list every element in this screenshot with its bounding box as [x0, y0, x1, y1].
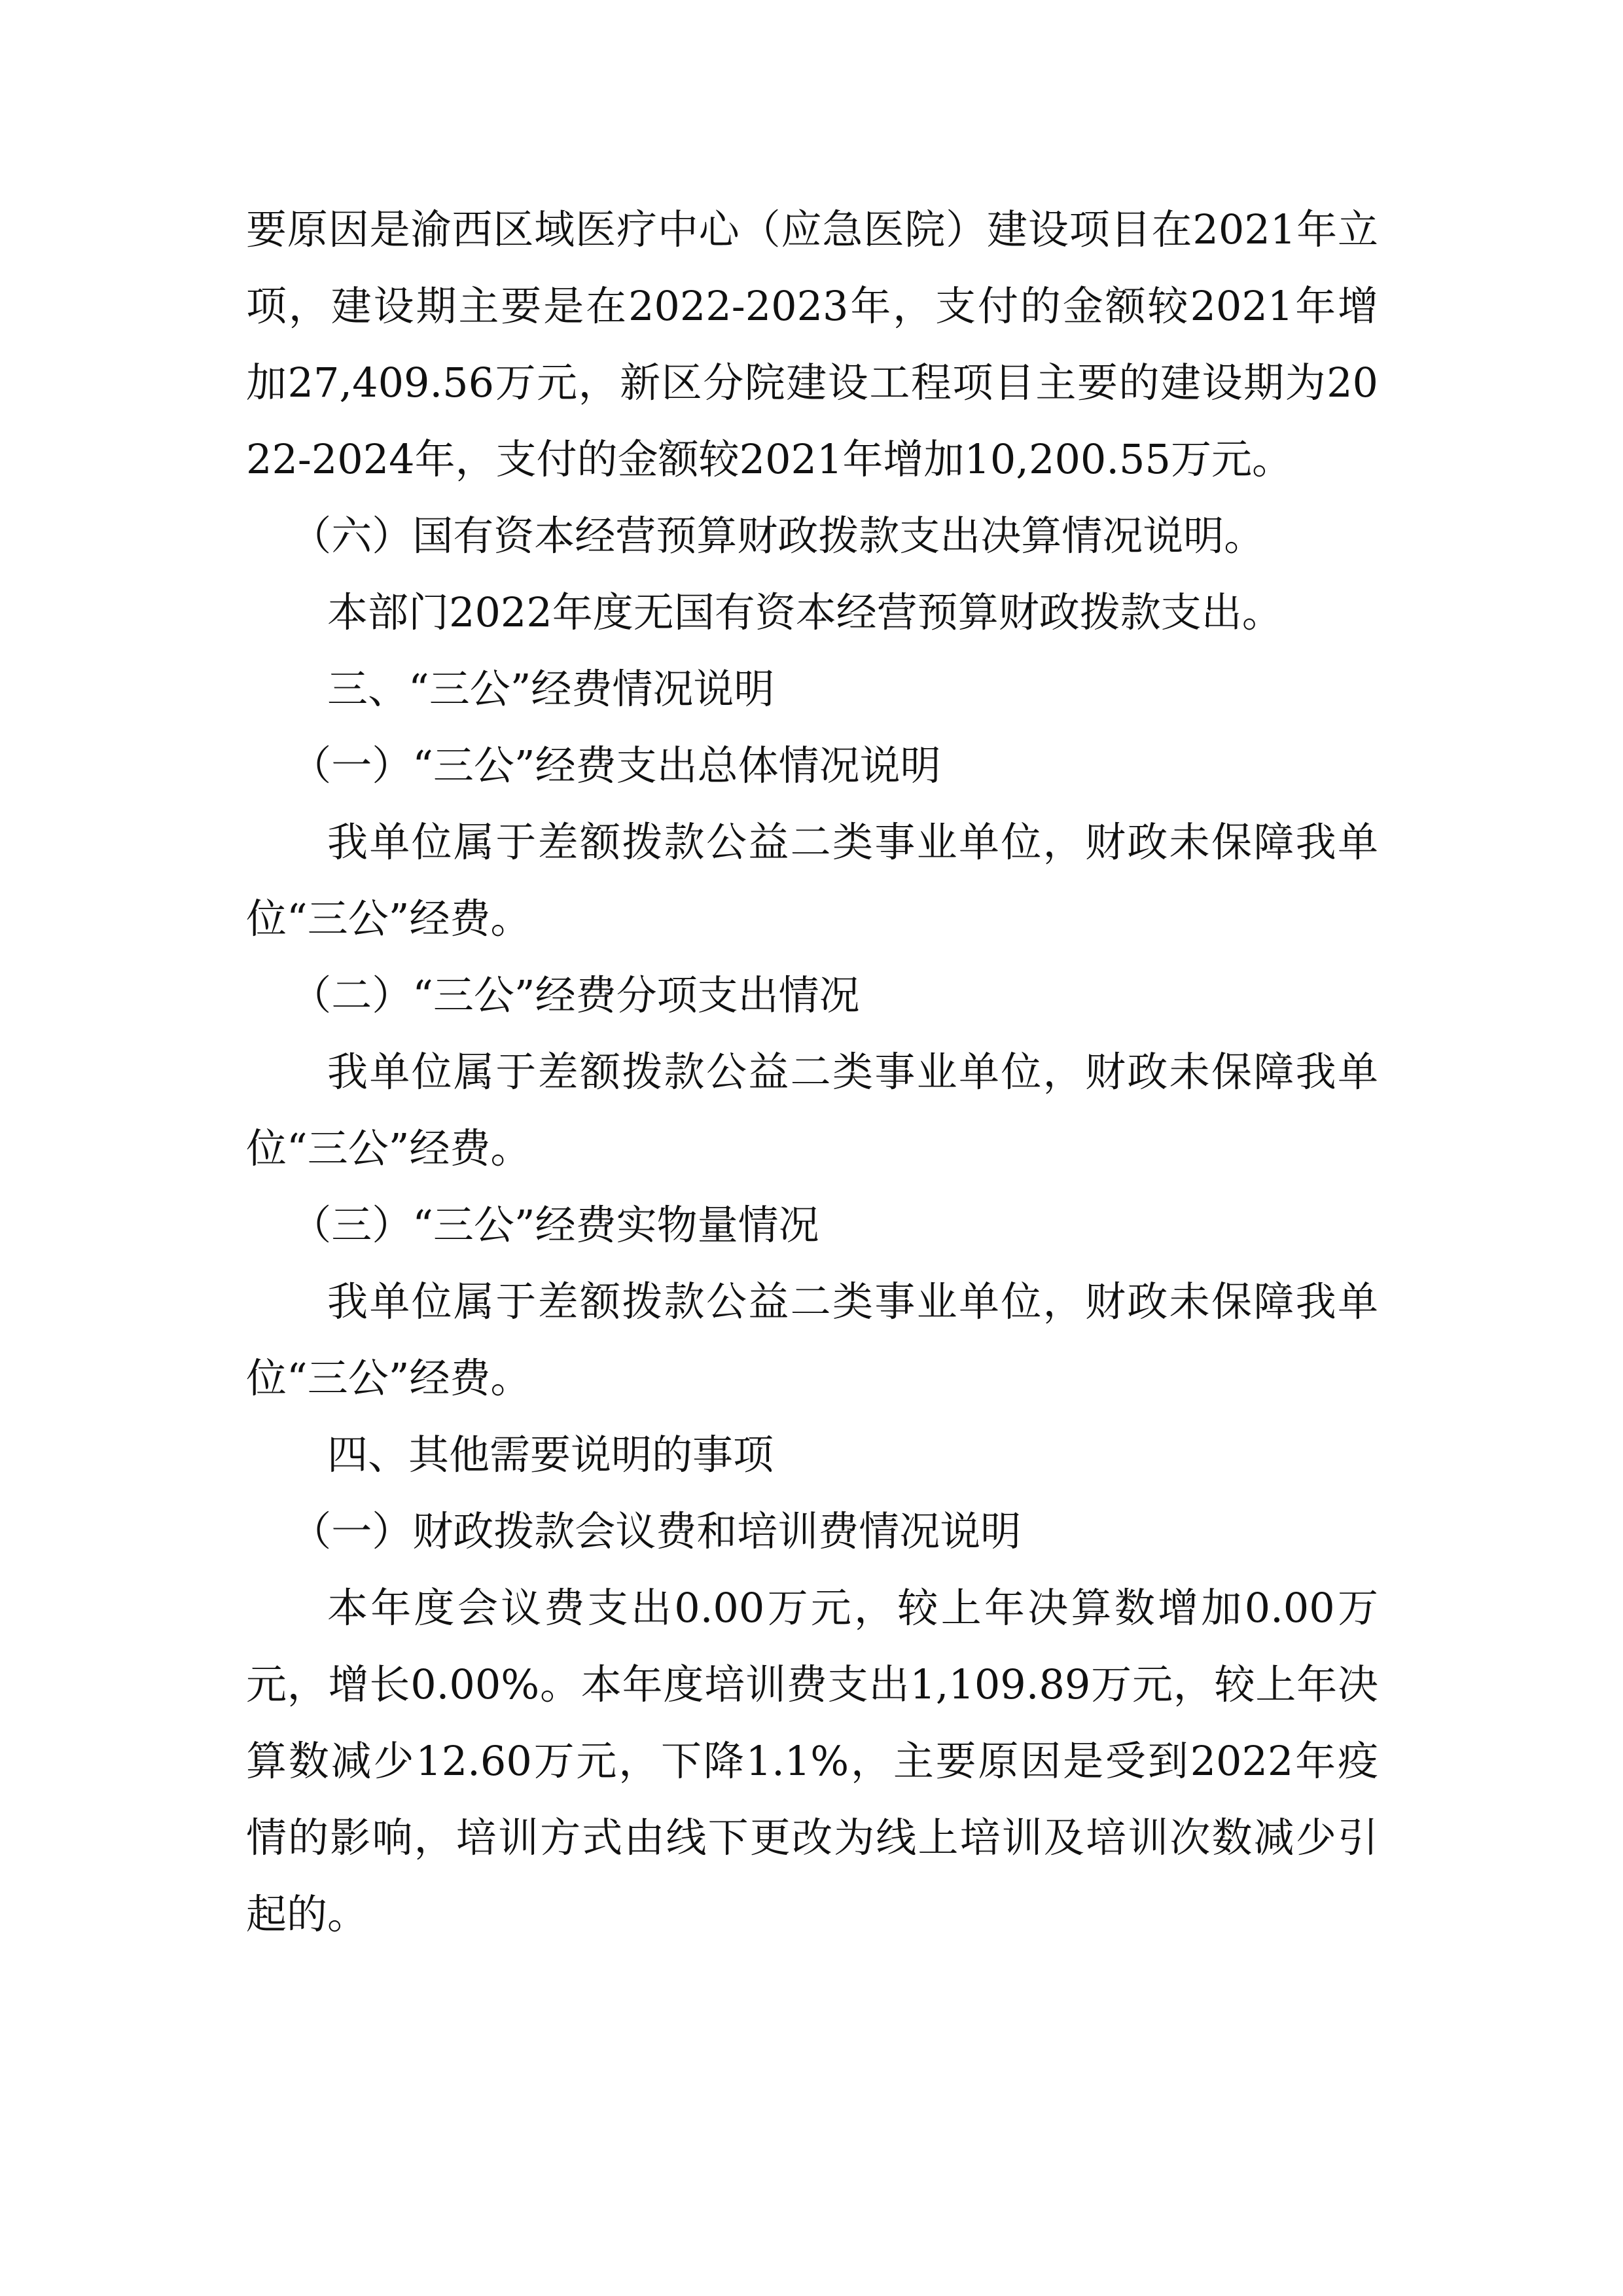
section-heading-6: （六）国有资本经营预算财政拨款支出决算情况说明。: [291, 512, 1265, 560]
paragraph: 本年度会议费支出0.00万元，较上年决算数增加0.00万元，增长0.00%。本年度培训费支出1,109.89万元，较上年决算数减少12.60万元，下降1.1%，主要原因是受到2022年疫情的影响，培训方式由线下更改为线上培训及培训次数减少引起的。: [246, 1584, 1378, 1938]
section-heading-3: 三、“三公”经费情况说明: [327, 665, 775, 713]
subsection-heading-4-1: （一）财政拨款会议费和培训费情况说明: [291, 1507, 1022, 1555]
paragraph: 我单位属于差额拨款公益二类事业单位，财政未保障我单位“三公”经费。: [246, 818, 1378, 942]
paragraph: 本部门2022年度无国有资本经营预算财政拨款支出。: [327, 588, 1283, 636]
subsection-heading-1: （一）“三公”经费支出总体情况说明: [291, 742, 941, 789]
subsection-heading-3: （三）“三公”经费实物量情况: [291, 1201, 819, 1249]
section-heading-4: 四、其他需要说明的事项: [327, 1431, 774, 1479]
subsection-heading-2: （二）“三公”经费分项支出情况: [291, 971, 860, 1019]
paragraph: 我单位属于差额拨款公益二类事业单位，财政未保障我单位“三公”经费。: [246, 1048, 1378, 1172]
paragraph: 我单位属于差额拨款公益二类事业单位，财政未保障我单位“三公”经费。: [246, 1278, 1378, 1402]
paragraph-continuation: 要原因是渝西区域医疗中心（应急医院）建设项目在2021年立项，建设期主要是在2022-2023年，支付的金额较2021年增加27,409.56万元，新区分院建设工程项目主要的建设期为2022-2024年，支付的金额较2021年增加10,200.55万元。: [246, 206, 1378, 483]
document-body: [246, 191, 1378, 1952]
